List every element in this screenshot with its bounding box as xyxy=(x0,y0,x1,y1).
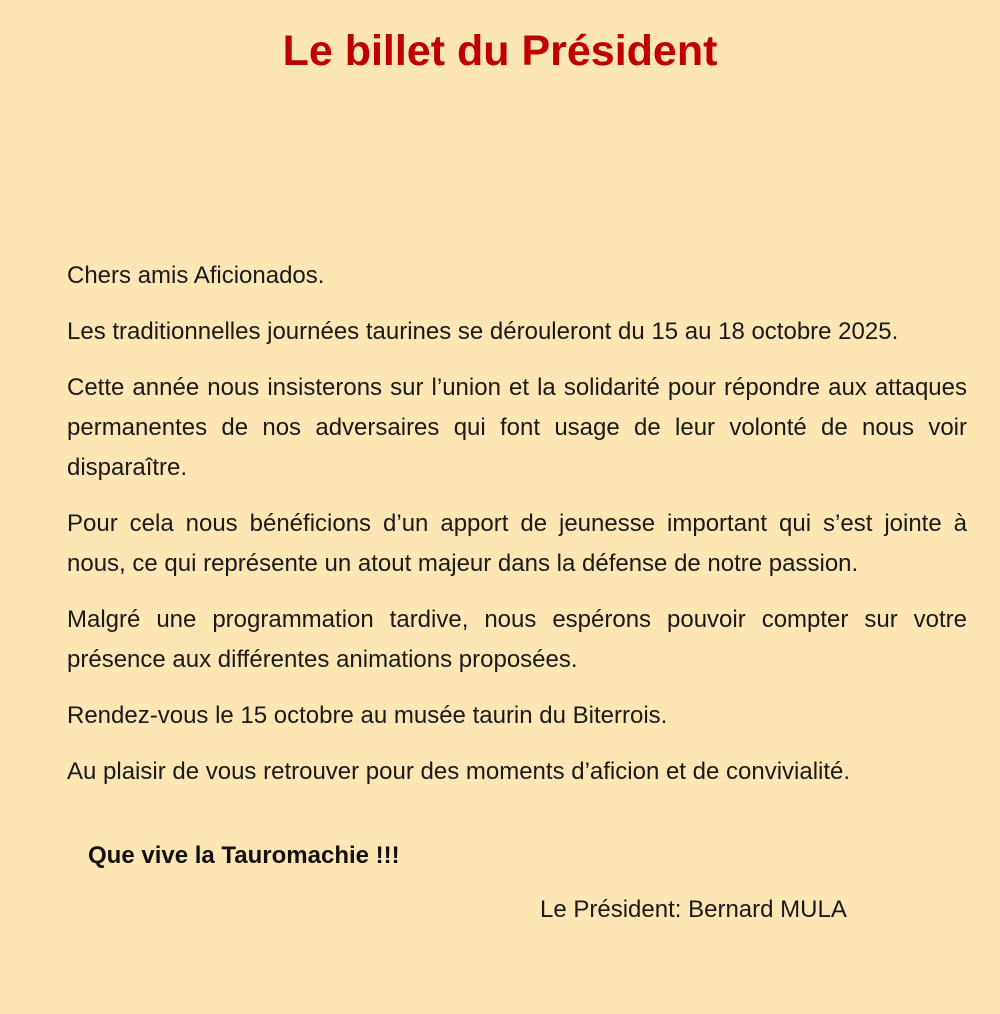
paragraph-jeunesse: Pour cela nous bénéficions d’un apport de jeunesse important qui s’est jointe à nous, ce qui représente un atout majeur dans la défense de notre passion. xyxy=(67,509,967,577)
paragraph-union: Cette année nous insisterons sur l’union et la solidarité pour répondre aux attaques permanentes de nos adversaires qui font usage de leur volonté de nous voir disparaître. xyxy=(67,373,967,481)
signature: Le Président: Bernard MULA xyxy=(540,895,847,923)
paragraph-rendez-vous: Rendez-vous le 15 octobre au musée taurin du Biterrois. xyxy=(67,701,668,729)
paragraph-dates: Les traditionnelles journées taurines se dérouleront du 15 au 18 octobre 2025. xyxy=(67,317,899,345)
paragraph-greeting: Chers amis Aficionados. xyxy=(67,261,325,289)
paragraph-programmation: Malgré une programmation tardive, nous espérons pouvoir compter sur votre présence aux différentes animations proposées. xyxy=(67,605,967,673)
slogan: Que vive la Tauromachie !!! xyxy=(88,841,400,869)
paragraph-plaisir: Au plaisir de vous retrouver pour des moments d’aficion et de convivialité. xyxy=(67,757,851,785)
letter-body xyxy=(0,256,1000,930)
page-title: Le billet du Président xyxy=(282,27,718,75)
